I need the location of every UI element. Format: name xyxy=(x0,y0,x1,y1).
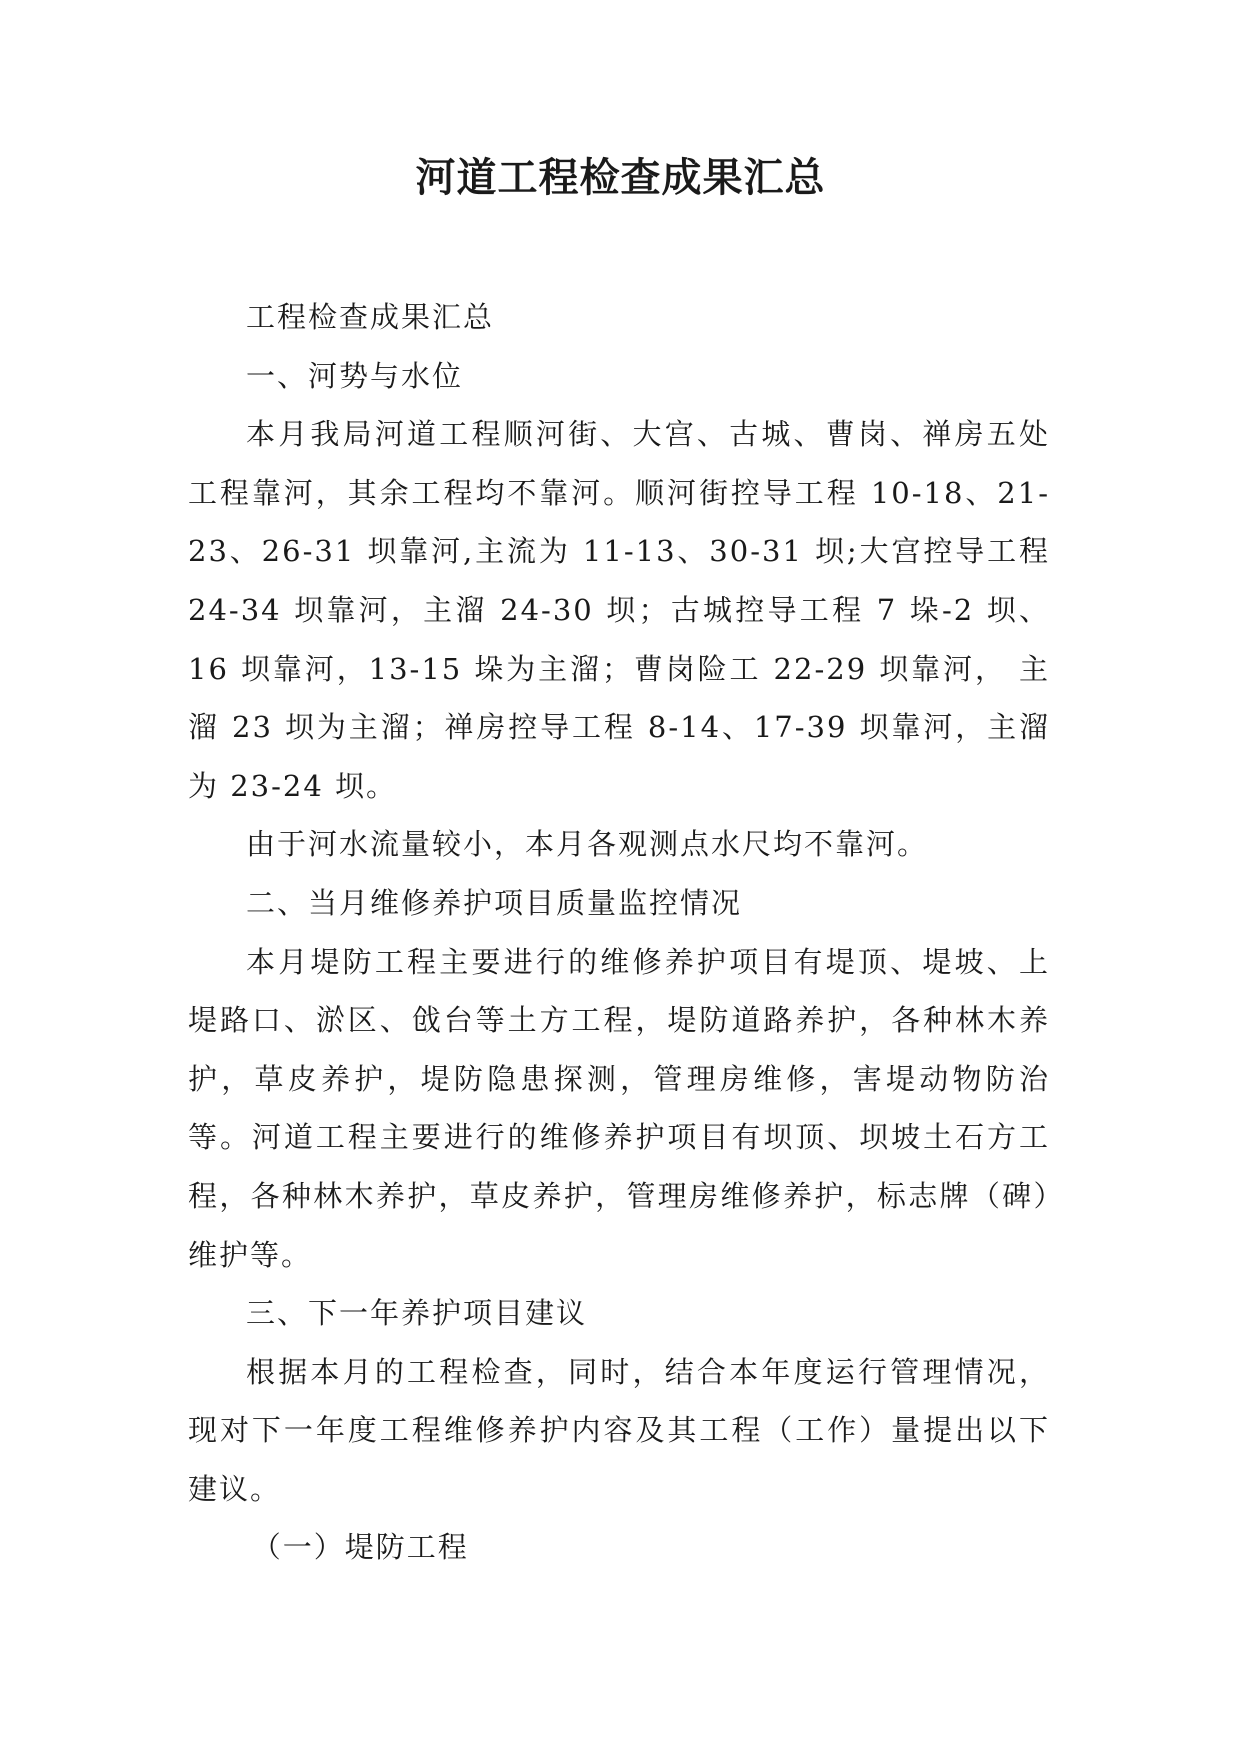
document-body xyxy=(188,288,1050,1577)
suggestion-paragraph: 根据本月的工程检查，同时，结合本年度运行管理情况，现对下一年度工程维修养护内容及其工程（工作）量提出以下建议。 xyxy=(188,1354,1050,1506)
maintenance-paragraph: 本月堤防工程主要进行的维修养护项目有堤顶、堤坡、上堤路口、淤区、戗台等土方工程，堤防道路养护，各种林木养护，草皮养护，堤防隐患探测，管理房维修，害堤动物防治等。河道工程主要进行的维修养护项目有坝顶、坝坡土石方工程，各种林木养护，草皮养护，管理房维修养护，标志牌（碑）维护等。 xyxy=(188,944,1050,1272)
water-gauge-paragraph: 由于河水流量较小，本月各观测点水尺均不靠河。 xyxy=(246,827,929,862)
section-2-heading: 二、当月维修养护项目质量监控情况 xyxy=(246,885,743,920)
summary-heading: 工程检查成果汇总 xyxy=(246,300,495,334)
section-3-heading: 三、下一年养护项目建议 xyxy=(246,1296,588,1331)
river-situation-paragraph: 本月我局河道工程顺河街、大宫、古城、曹岗、禅房五处工程靠河，其余工程均不靠河。顺河街控导工程 10-18、21-23、26-31 坝靠河,主流为 11-13、30-31 坝;大宫控导工程 24-34 坝靠河，主溜 24-30 坝；古城控导工程 7 垛-2 坝、16 坝靠河，13-15 垛为主溜；曹岗险工 22-29 坝靠河， 主溜 23 坝为主溜；禅房控导工程 8-14、17-39 坝靠河，主溜为 23-24 坝。 xyxy=(188,417,1050,803)
document-title: 河道工程检查成果汇总 xyxy=(415,154,826,201)
subsection-1-heading: （一）堤防工程 xyxy=(251,1530,469,1565)
section-1-heading: 一、河势与水位 xyxy=(246,358,464,393)
